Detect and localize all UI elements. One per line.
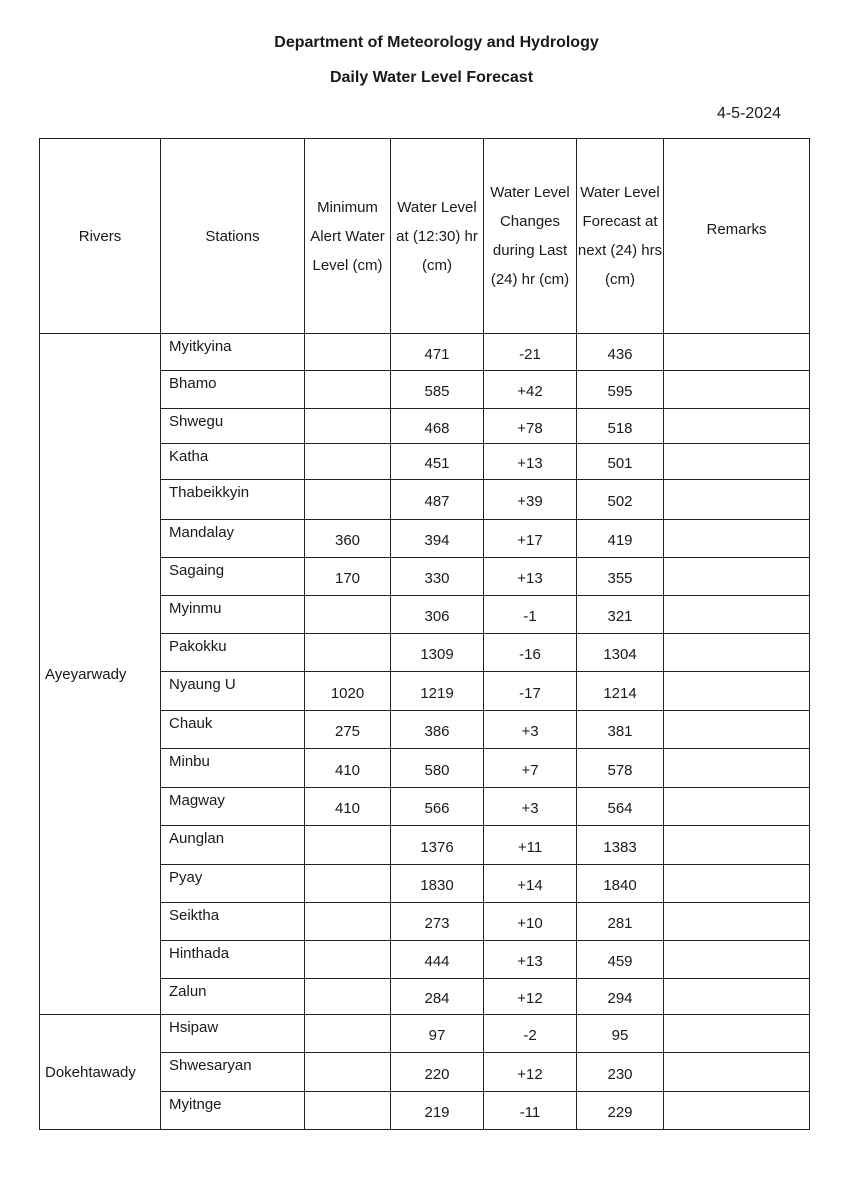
- change-cell: +7: [484, 749, 577, 788]
- min-alert-cell: [305, 444, 391, 480]
- change-cell: +17: [484, 520, 577, 558]
- forecast-cell: 419: [577, 520, 664, 558]
- station-name: Hsipaw: [161, 1015, 305, 1053]
- min-alert-cell: [305, 634, 391, 672]
- remarks-cell: [664, 444, 810, 480]
- water-level-cell: 580: [391, 749, 484, 788]
- water-level-table: [39, 138, 810, 1130]
- change-cell: -17: [484, 672, 577, 711]
- forecast-cell: 1214: [577, 672, 664, 711]
- change-cell: +3: [484, 788, 577, 826]
- min-alert-cell: [305, 1053, 391, 1092]
- station-name: Thabeikkyin: [161, 480, 305, 520]
- document-title: Daily Water Level Forecast: [329, 69, 534, 86]
- forecast-cell: 321: [577, 596, 664, 634]
- remarks-cell: [664, 558, 810, 596]
- table-row: [40, 1015, 810, 1053]
- change-cell: +12: [484, 979, 577, 1015]
- forecast-cell: 578: [577, 749, 664, 788]
- station-name: Chauk: [161, 711, 305, 749]
- station-name: Sagaing: [161, 558, 305, 596]
- col-header-water-level: Water Level at (12:30) hr (cm): [391, 139, 484, 334]
- report-date: 4-5-2024: [716, 105, 781, 122]
- station-name: Magway: [161, 788, 305, 826]
- station-name: Katha: [161, 444, 305, 480]
- forecast-cell: 229: [577, 1092, 664, 1130]
- table-row: [40, 334, 810, 371]
- water-level-cell: 468: [391, 409, 484, 444]
- col-header-min-alert: Minimum Alert Water Level (cm): [305, 139, 391, 334]
- forecast-cell: 1304: [577, 634, 664, 672]
- water-level-cell: 306: [391, 596, 484, 634]
- table-header-row: [40, 139, 810, 334]
- min-alert-cell: [305, 371, 391, 409]
- min-alert-cell: [305, 334, 391, 371]
- change-cell: -21: [484, 334, 577, 371]
- water-level-cell: 284: [391, 979, 484, 1015]
- river-name: Ayeyarwady: [40, 334, 161, 1015]
- remarks-cell: [664, 596, 810, 634]
- min-alert-cell: [305, 903, 391, 941]
- water-level-cell: 451: [391, 444, 484, 480]
- remarks-cell: [664, 371, 810, 409]
- water-level-cell: 330: [391, 558, 484, 596]
- station-name: Hinthada: [161, 941, 305, 979]
- station-name: Myinmu: [161, 596, 305, 634]
- station-name: Seiktha: [161, 903, 305, 941]
- remarks-cell: [664, 1015, 810, 1053]
- forecast-cell: 1840: [577, 865, 664, 903]
- forecast-cell: 459: [577, 941, 664, 979]
- water-level-cell: 220: [391, 1053, 484, 1092]
- station-name: Zalun: [161, 979, 305, 1015]
- remarks-cell: [664, 480, 810, 520]
- change-cell: +78: [484, 409, 577, 444]
- station-name: Aunglan: [161, 826, 305, 865]
- forecast-cell: 518: [577, 409, 664, 444]
- forecast-cell: 502: [577, 480, 664, 520]
- min-alert-cell: 360: [305, 520, 391, 558]
- water-level-cell: 386: [391, 711, 484, 749]
- change-cell: +13: [484, 941, 577, 979]
- col-header-remarks-label: Remarks: [706, 220, 767, 238]
- min-alert-cell: 1020: [305, 672, 391, 711]
- remarks-cell: [664, 865, 810, 903]
- col-header-remarks: [664, 139, 810, 334]
- water-level-cell: 97: [391, 1015, 484, 1053]
- forecast-cell: 1383: [577, 826, 664, 865]
- department-title: Department of Meteorology and Hydrology: [274, 34, 599, 51]
- min-alert-cell: 410: [305, 749, 391, 788]
- change-cell: +12: [484, 1053, 577, 1092]
- water-level-cell: 1219: [391, 672, 484, 711]
- min-alert-cell: [305, 480, 391, 520]
- water-level-cell: 585: [391, 371, 484, 409]
- change-cell: +13: [484, 444, 577, 480]
- station-name: Pyay: [161, 865, 305, 903]
- col-header-rivers: Rivers: [40, 139, 161, 334]
- min-alert-cell: [305, 1015, 391, 1053]
- change-cell: -11: [484, 1092, 577, 1130]
- remarks-cell: [664, 409, 810, 444]
- min-alert-cell: 170: [305, 558, 391, 596]
- change-cell: +13: [484, 558, 577, 596]
- change-cell: -16: [484, 634, 577, 672]
- forecast-cell: 595: [577, 371, 664, 409]
- remarks-cell: [664, 634, 810, 672]
- forecast-cell: 355: [577, 558, 664, 596]
- min-alert-cell: [305, 865, 391, 903]
- station-name: Mandalay: [161, 520, 305, 558]
- forecast-cell: 230: [577, 1053, 664, 1092]
- forecast-cell: 95: [577, 1015, 664, 1053]
- station-name: Bhamo: [161, 371, 305, 409]
- remarks-cell: [664, 334, 810, 371]
- forecast-cell: 381: [577, 711, 664, 749]
- water-level-cell: 273: [391, 903, 484, 941]
- remarks-cell: [664, 979, 810, 1015]
- remarks-cell: [664, 520, 810, 558]
- station-name: Pakokku: [161, 634, 305, 672]
- col-header-stations: Stations: [161, 139, 305, 334]
- change-cell: +3: [484, 711, 577, 749]
- remarks-cell: [664, 1092, 810, 1130]
- forecast-cell: 501: [577, 444, 664, 480]
- change-cell: +39: [484, 480, 577, 520]
- min-alert-cell: [305, 941, 391, 979]
- change-cell: +11: [484, 826, 577, 865]
- remarks-cell: [664, 749, 810, 788]
- station-name: Shwesaryan: [161, 1053, 305, 1092]
- water-level-cell: 487: [391, 480, 484, 520]
- change-cell: -2: [484, 1015, 577, 1053]
- water-level-cell: 1830: [391, 865, 484, 903]
- forecast-cell: 294: [577, 979, 664, 1015]
- water-level-cell: 471: [391, 334, 484, 371]
- min-alert-cell: 410: [305, 788, 391, 826]
- remarks-cell: [664, 711, 810, 749]
- station-name: Minbu: [161, 749, 305, 788]
- water-level-cell: 1376: [391, 826, 484, 865]
- min-alert-cell: [305, 826, 391, 865]
- min-alert-cell: [305, 596, 391, 634]
- water-level-cell: 1309: [391, 634, 484, 672]
- min-alert-cell: [305, 979, 391, 1015]
- col-header-forecast: Water Level Forecast at next (24) hrs (cm): [577, 139, 664, 334]
- remarks-cell: [664, 903, 810, 941]
- water-level-cell: 566: [391, 788, 484, 826]
- min-alert-cell: [305, 1092, 391, 1130]
- forecast-cell: 564: [577, 788, 664, 826]
- table-body: [40, 334, 810, 1130]
- min-alert-cell: 275: [305, 711, 391, 749]
- remarks-cell: [664, 1053, 810, 1092]
- remarks-cell: [664, 672, 810, 711]
- water-level-cell: 444: [391, 941, 484, 979]
- min-alert-cell: [305, 409, 391, 444]
- col-header-changes: Water Level Changes during Last (24) hr (cm): [484, 139, 577, 334]
- station-name: Shwegu: [161, 409, 305, 444]
- forecast-cell: 436: [577, 334, 664, 371]
- river-name: Dokehtawady: [40, 1015, 161, 1130]
- change-cell: +42: [484, 371, 577, 409]
- remarks-cell: [664, 788, 810, 826]
- change-cell: +10: [484, 903, 577, 941]
- change-cell: -1: [484, 596, 577, 634]
- station-name: Myitnge: [161, 1092, 305, 1130]
- water-level-cell: 219: [391, 1092, 484, 1130]
- forecast-cell: 281: [577, 903, 664, 941]
- change-cell: +14: [484, 865, 577, 903]
- remarks-cell: [664, 826, 810, 865]
- water-level-cell: 394: [391, 520, 484, 558]
- station-name: Myitkyina: [161, 334, 305, 371]
- station-name: Nyaung U: [161, 672, 305, 711]
- remarks-cell: [664, 941, 810, 979]
